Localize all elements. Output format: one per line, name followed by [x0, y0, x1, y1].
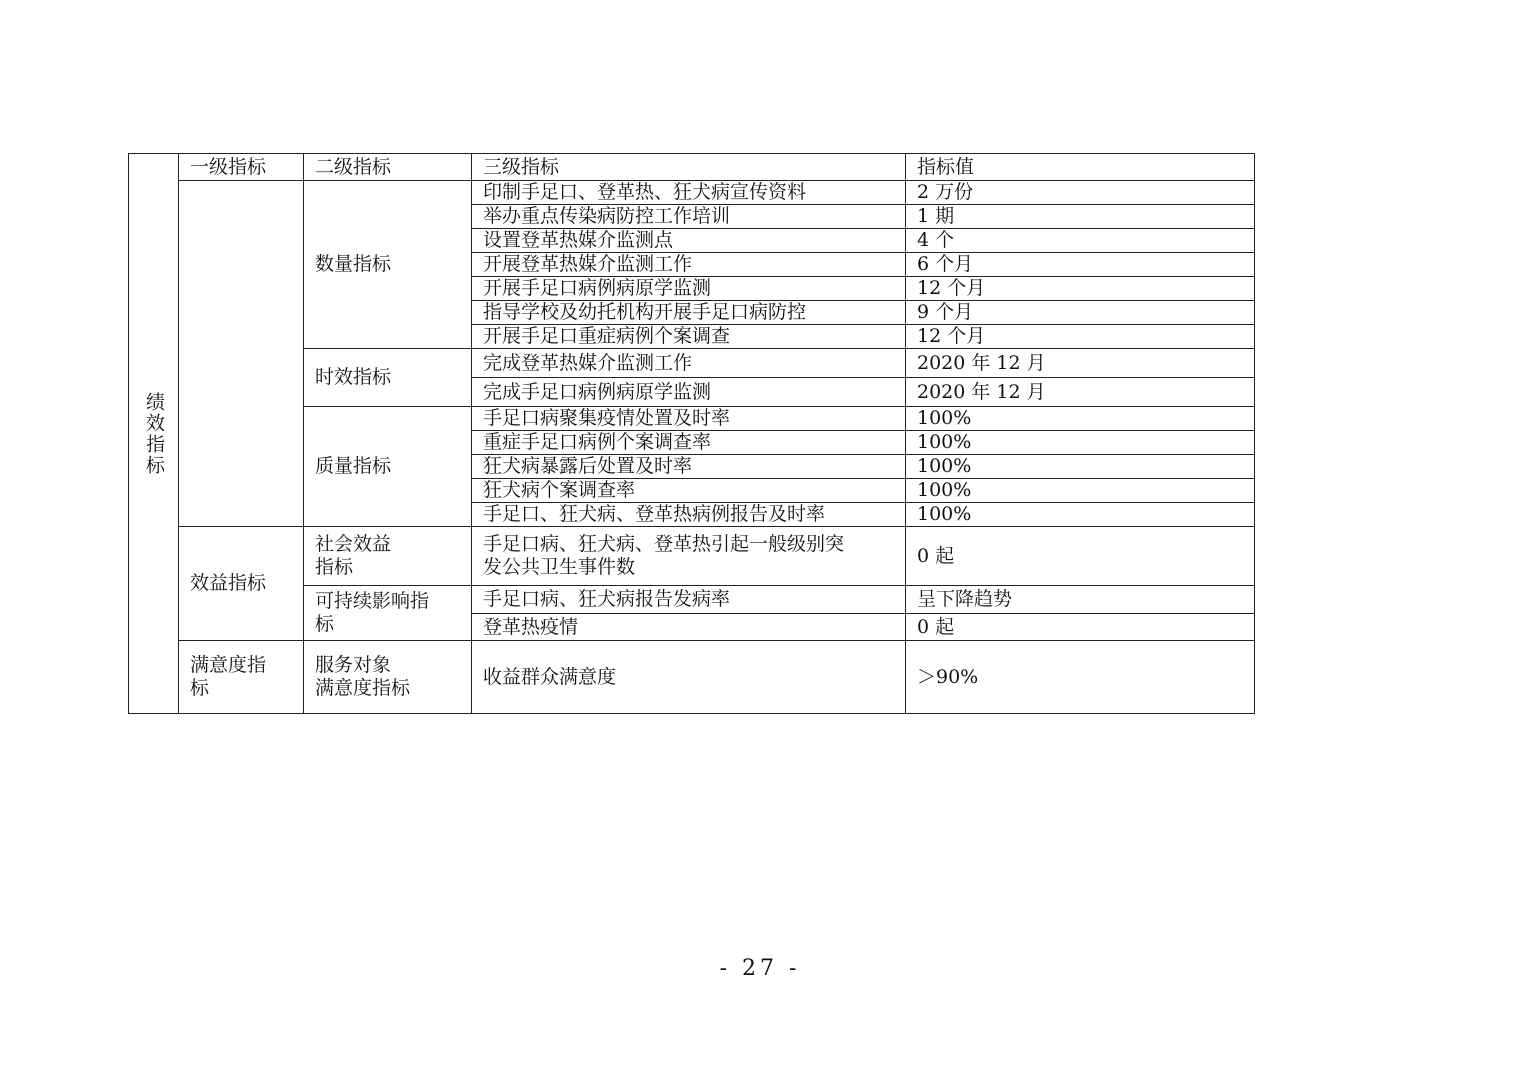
- quality-value: 100%: [906, 407, 1255, 431]
- quality-item: 狂犬病暴露后处置及时率: [472, 455, 906, 479]
- sustainable-impact-label: [304, 586, 472, 641]
- satisfaction-indicator-label: [179, 641, 304, 714]
- header-level3: 三级指标: [472, 154, 906, 181]
- header-level1: 一级指标: [179, 154, 304, 181]
- social-benefit-item-line: 发公共卫生事件数: [483, 556, 636, 578]
- quantity-item: 印制手足口、登革热、狂犬病宣传资料: [472, 181, 906, 205]
- service-target-satisfaction-label: [304, 641, 472, 714]
- quality-value: 100%: [906, 431, 1255, 455]
- quantity-value: 12 个月: [906, 325, 1255, 349]
- quality-value: 100%: [906, 479, 1255, 503]
- performance-indicator-table: [128, 153, 1255, 714]
- social-benefit-item-line: 手足口病、狂犬病、登革热引起一般级别突: [483, 533, 845, 555]
- social-benefit-label: [304, 527, 472, 586]
- quantity-value: 9 个月: [906, 301, 1255, 325]
- sustainable-impact-value: 呈下降趋势: [906, 586, 1255, 614]
- quality-value: 100%: [906, 503, 1255, 527]
- quantity-value: 6 个月: [906, 253, 1255, 277]
- quality-value: 100%: [906, 455, 1255, 479]
- social-benefit-label-line: 指标: [315, 556, 354, 578]
- social-benefit-value: 0 起: [906, 527, 1255, 586]
- quantity-item: 开展登革热媒介监测工作: [472, 253, 906, 277]
- quantity-value: 4 个: [906, 229, 1255, 253]
- timeliness-value: 2020 年 12 月: [906, 349, 1255, 378]
- timeliness-value: 2020 年 12 月: [906, 378, 1255, 407]
- quantity-value: 12 个月: [906, 277, 1255, 301]
- quantity-item: 开展手足口重症病例个案调查: [472, 325, 906, 349]
- sustainable-impact-item: 手足口病、狂犬病报告发病率: [472, 586, 906, 614]
- header-level2: 二级指标: [304, 154, 472, 181]
- quality-item: 手足口病聚集疫情处置及时率: [472, 407, 906, 431]
- header-value: 指标值: [906, 154, 1255, 181]
- social-benefit-item: [472, 527, 906, 586]
- service-target-label-line: 满意度指标: [315, 677, 411, 699]
- quantity-item: 举办重点传染病防控工作培训: [472, 205, 906, 229]
- satisfaction-item: 收益群众满意度: [472, 641, 906, 714]
- quality-item: 手足口、狂犬病、登革热病例报告及时率: [472, 503, 906, 527]
- quantity-value: 1 期: [906, 205, 1255, 229]
- quantity-item: 开展手足口病例病原学监测: [472, 277, 906, 301]
- sustainable-impact-item: 登革热疫情: [472, 614, 906, 641]
- sustainable-impact-value: 0 起: [906, 614, 1255, 641]
- sustainable-impact-label-line: 可持续影响指: [315, 590, 430, 612]
- quality-item: 狂犬病个案调查率: [472, 479, 906, 503]
- satisfaction-label-line: 标: [190, 677, 210, 699]
- performance-indicator-group-label: 绩效指标: [129, 154, 179, 714]
- sustainable-impact-label-line: 标: [315, 613, 335, 635]
- quantity-item: 设置登革热媒介监测点: [472, 229, 906, 253]
- timeliness-item: 完成登革热媒介监测工作: [472, 349, 906, 378]
- quality-indicator-label: 质量指标: [304, 407, 472, 527]
- page-number: - 27 -: [719, 956, 801, 981]
- satisfaction-label-line: 满意度指: [190, 654, 267, 676]
- quantity-item: 指导学校及幼托机构开展手足口病防控: [472, 301, 906, 325]
- social-benefit-label-line: 社会效益: [315, 533, 392, 555]
- benefit-indicator-label: 效益指标: [179, 527, 304, 641]
- output-indicator-empty-cell: [179, 181, 304, 527]
- quantity-value: 2 万份: [906, 181, 1255, 205]
- quantity-indicator-label: 数量指标: [304, 181, 472, 349]
- satisfaction-value: ＞90%: [906, 641, 1255, 714]
- service-target-label-line: 服务对象: [315, 654, 392, 676]
- timeliness-indicator-label: 时效指标: [304, 349, 472, 407]
- timeliness-item: 完成手足口病例病原学监测: [472, 378, 906, 407]
- quality-item: 重症手足口病例个案调查率: [472, 431, 906, 455]
